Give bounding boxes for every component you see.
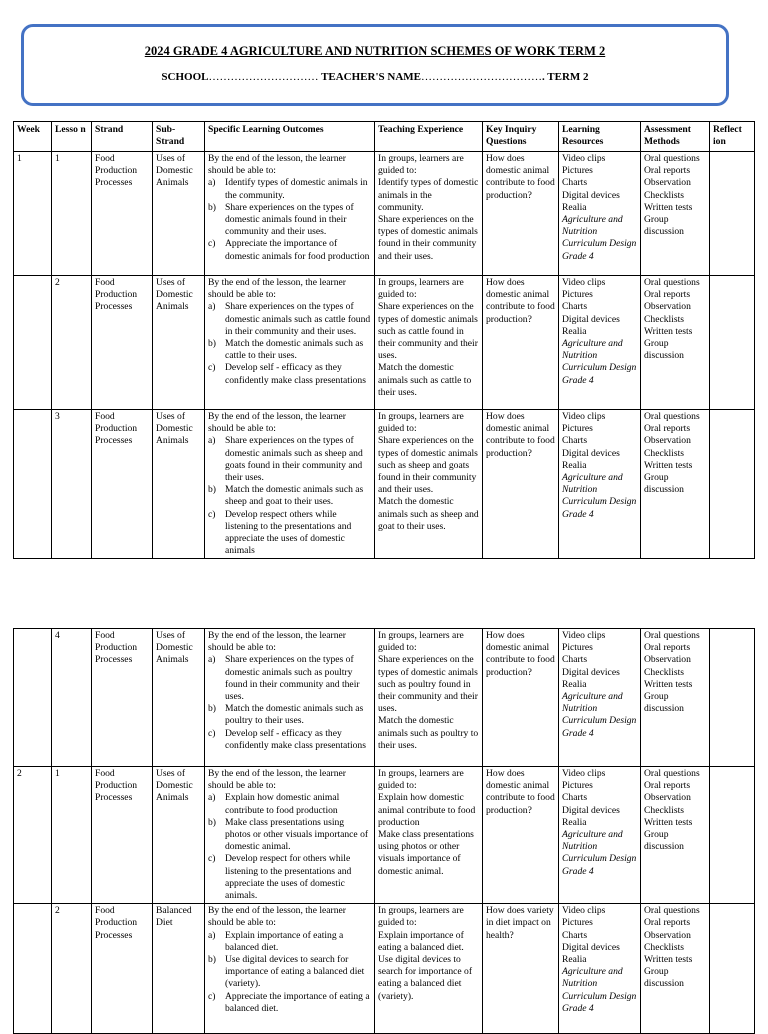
table-header-row — [14, 122, 755, 152]
resource-item: Pictures — [562, 917, 593, 929]
resource-item: Pictures — [562, 642, 593, 654]
assessment-item: Oral reports — [644, 165, 691, 177]
outcome-text: Explain importance of eating a balanced diet. — [225, 929, 344, 953]
scheme-table-page-1 — [13, 121, 755, 559]
experience-cell — [375, 629, 483, 767]
resource-item: Charts — [562, 929, 588, 941]
lesson-cell: 1 — [52, 152, 92, 276]
resource-item: Charts — [562, 177, 588, 189]
outcomes-list — [208, 301, 371, 386]
assessment-item: Oral reports — [644, 423, 691, 435]
experience-line: Share experiences on the types of domestic animals such as sheep and goats found in their community and their uses. — [378, 435, 478, 496]
experience-cell — [375, 410, 483, 559]
lesson-cell: 3 — [52, 410, 92, 559]
outcomes-list — [208, 654, 371, 752]
outcomes-intro: By the end of the lesson, the learner should be able to: — [208, 630, 346, 654]
inquiry-question-cell: How does variety in diet impact on health? — [483, 904, 559, 1034]
col-reflection: Reflect ion — [710, 122, 755, 152]
resource-item: Digital devices — [562, 313, 620, 325]
lesson-cell: 4 — [52, 629, 92, 767]
assessment-item: Oral questions — [644, 905, 700, 917]
resource-item: Video clips — [562, 277, 606, 288]
outcome-text: Identify types of domestic animals in the community. — [225, 177, 368, 201]
resource-item: Realia — [562, 816, 587, 828]
experience-line: In groups, learners are guided to: — [378, 905, 464, 929]
sub-strand-cell: Uses of Domestic Animals — [153, 767, 205, 904]
assessment-item: Oral questions — [644, 153, 700, 164]
outcome-text: Use digital devices to search for importance of eating a balanced diet (variety). — [225, 954, 365, 990]
outcome-text: Match the domestic animals such as sheep and goat to their uses. — [225, 484, 364, 508]
resource-item: Realia — [562, 325, 587, 337]
week-cell — [14, 410, 52, 559]
assessment-item: Checklists — [644, 941, 684, 953]
week-cell: 2 — [14, 767, 52, 904]
outcome-item — [208, 991, 371, 1015]
outcome-item — [208, 853, 371, 902]
sub-strand-cell: Uses of Domestic Animals — [153, 152, 205, 276]
assessment-item: Oral questions — [644, 768, 700, 779]
experience-cell — [375, 276, 483, 410]
assessment-cell — [641, 904, 710, 1034]
col-questions: Key Inquiry Questions — [483, 122, 559, 152]
assessment-cell — [641, 629, 710, 767]
lesson-cell: 2 — [52, 904, 92, 1034]
resource-item: Pictures — [562, 423, 593, 435]
inquiry-question-cell: How does domestic animal contribute to food production? — [483, 410, 559, 559]
outcome-item — [208, 484, 371, 508]
outcome-marker: b) — [208, 201, 216, 213]
curriculum-design-reference: Agriculture and Nutrition Curriculum Design Grade 4 — [562, 214, 637, 262]
assessment-item: Written tests — [644, 816, 693, 828]
strand-cell: Food Production Processes — [92, 410, 153, 559]
experience-line: Explain importance of eating a balanced diet. — [378, 929, 464, 953]
assessment-item: Observation — [644, 792, 691, 804]
outcome-marker: a) — [208, 301, 216, 313]
week-cell — [14, 276, 52, 410]
outcome-item — [208, 238, 371, 262]
resource-item: Pictures — [562, 165, 593, 177]
assessment-item: Checklists — [644, 313, 684, 325]
outcomes-list — [208, 435, 371, 557]
outcome-marker: a) — [208, 929, 216, 941]
outcomes-list — [208, 792, 371, 902]
outcome-item — [208, 509, 371, 558]
outcome-text: Match the domestic animals such as cattle to their uses. — [225, 338, 364, 362]
outcome-marker: b) — [208, 338, 216, 350]
col-outcomes: Specific Learning Outcomes — [205, 122, 375, 152]
resource-item: Digital devices — [562, 447, 620, 459]
term-label: . TERM 2 — [542, 71, 589, 83]
resources-cell — [559, 629, 641, 767]
assessment-item: Written tests — [644, 325, 693, 337]
resource-item: Charts — [562, 435, 588, 447]
curriculum-design-reference: Agriculture and Nutrition Curriculum Design Grade 4 — [562, 338, 637, 386]
assessment-item: Oral reports — [644, 289, 691, 301]
reflection-cell — [710, 629, 755, 767]
outcomes-cell — [205, 410, 375, 559]
experience-line: In groups, learners are guided to: — [378, 768, 464, 792]
col-sub-strand: Sub- Strand — [153, 122, 205, 152]
outcome-item — [208, 202, 371, 239]
assessment-item: Written tests — [644, 201, 693, 213]
reflection-cell — [710, 276, 755, 410]
outcome-item — [208, 301, 371, 338]
outcomes-cell — [205, 629, 375, 767]
inquiry-question-cell: How does domestic animal contribute to food production? — [483, 629, 559, 767]
experience-line: In groups, learners are guided to: — [378, 630, 464, 654]
col-assessment: Assessment Methods — [641, 122, 710, 152]
outcomes-cell — [205, 904, 375, 1034]
assessment-item: Oral questions — [644, 411, 700, 422]
reflection-cell — [710, 904, 755, 1034]
assessment-cell — [641, 410, 710, 559]
resources-cell — [559, 410, 641, 559]
outcomes-list — [208, 930, 371, 1015]
experience-line: Explain how domestic animal contribute to food production — [378, 792, 476, 828]
experience-line: In groups, learners are guided to: — [378, 277, 464, 301]
assessment-item: Observation — [644, 435, 691, 447]
assessment-item: Checklists — [644, 666, 684, 678]
reflection-cell — [710, 152, 755, 276]
resource-item: Digital devices — [562, 941, 620, 953]
assessment-item: Group discussion — [644, 829, 684, 853]
experience-line: Identify types of domestic animals in the community. — [378, 177, 479, 213]
outcome-marker: c) — [208, 727, 216, 739]
outcome-item — [208, 954, 371, 991]
assessment-cell — [641, 276, 710, 410]
sub-strand-cell: Uses of Domestic Animals — [153, 629, 205, 767]
assessment-item: Group discussion — [644, 966, 684, 990]
resource-item: Video clips — [562, 768, 606, 779]
sub-strand-cell: Balanced Diet — [153, 904, 205, 1034]
outcome-item — [208, 930, 371, 954]
curriculum-design-reference: Agriculture and Nutrition Curriculum Design Grade 4 — [562, 691, 637, 739]
assessment-item: Oral reports — [644, 780, 691, 792]
resource-item: Realia — [562, 678, 587, 690]
outcome-text: Explain how domestic animal contribute to food production — [225, 792, 340, 816]
assessment-item: Group discussion — [644, 472, 684, 496]
strand-cell: Food Production Processes — [92, 152, 153, 276]
resources-cell — [559, 767, 641, 904]
school-teacher-line — [24, 71, 726, 83]
inquiry-question-cell: How does domestic animal contribute to food production? — [483, 767, 559, 904]
assessment-item: Checklists — [644, 189, 684, 201]
table-row — [14, 767, 755, 904]
assessment-item: Observation — [644, 654, 691, 666]
outcome-marker: c) — [208, 508, 216, 520]
assessment-item: Oral questions — [644, 630, 700, 641]
resource-item: Realia — [562, 459, 587, 471]
outcome-text: Appreciate the importance of domestic animals for food production — [225, 238, 370, 262]
header-box — [21, 24, 729, 106]
experience-line: Make class presentations using photos or other visuals importance of domestic animal. — [378, 829, 474, 877]
outcomes-intro: By the end of the lesson, the learner should be able to: — [208, 905, 346, 929]
curriculum-design-reference: Agriculture and Nutrition Curriculum Design Grade 4 — [562, 472, 637, 520]
experience-cell — [375, 152, 483, 276]
lesson-cell: 2 — [52, 276, 92, 410]
outcome-text: Share experiences on the types of domestic animals such as poultry found in their community and their uses. — [225, 654, 360, 703]
assessment-cell — [641, 767, 710, 904]
outcome-marker: a) — [208, 177, 216, 189]
table-row — [14, 276, 755, 410]
experience-line: Use digital devices to search for importance of eating a balanced diet (variety). — [378, 954, 473, 1002]
resource-item: Charts — [562, 792, 588, 804]
assessment-item: Observation — [644, 929, 691, 941]
assessment-item: Group discussion — [644, 214, 684, 238]
table-row — [14, 152, 755, 276]
resource-item: Video clips — [562, 630, 606, 641]
outcome-text: Develop respect others while listening to the presentations and appreciate the uses of domestic animals — [225, 508, 352, 557]
experience-line: In groups, learners are guided to: — [378, 411, 464, 435]
sub-strand-cell: Uses of Domestic Animals — [153, 276, 205, 410]
outcome-item — [208, 362, 371, 386]
col-lesson: Lesso n — [52, 122, 92, 152]
assessment-cell — [641, 152, 710, 276]
resource-item: Video clips — [562, 153, 606, 164]
assessment-item: Oral reports — [644, 642, 691, 654]
resources-cell — [559, 904, 641, 1034]
outcome-text: Share experiences on the types of domestic animals such as cattle found in their community and their uses. — [225, 301, 371, 337]
resource-item: Pictures — [562, 780, 593, 792]
outcome-text: Develop respect for others while listening to the presentations and appreciate the uses of domestic animals. — [225, 853, 352, 902]
outcome-item — [208, 703, 371, 727]
outcomes-cell — [205, 767, 375, 904]
outcomes-cell — [205, 152, 375, 276]
outcome-marker: b) — [208, 484, 216, 496]
week-cell: 1 — [14, 152, 52, 276]
outcomes-list — [208, 177, 371, 262]
experience-line: Match the domestic animals such as sheep and goat to their uses. — [378, 496, 479, 532]
strand-cell: Food Production Processes — [92, 767, 153, 904]
teacher-label: TEACHER'S NAME — [321, 71, 421, 83]
week-cell — [14, 904, 52, 1034]
outcome-item — [208, 654, 371, 703]
inquiry-question-cell: How does domestic animal contribute to food production? — [483, 152, 559, 276]
outcome-text: Develop self - efficacy as they confidently make class presentations — [225, 362, 366, 386]
resource-item: Charts — [562, 654, 588, 666]
outcome-marker: c) — [208, 362, 216, 374]
resource-item: Pictures — [562, 289, 593, 301]
outcomes-intro: By the end of the lesson, the learner should be able to: — [208, 153, 346, 177]
assessment-item: Observation — [644, 301, 691, 313]
resource-item: Digital devices — [562, 804, 620, 816]
resource-item: Digital devices — [562, 666, 620, 678]
col-experience: Teaching Experience — [375, 122, 483, 152]
assessment-item: Written tests — [644, 459, 693, 471]
outcome-marker: c) — [208, 853, 216, 865]
curriculum-design-reference: Agriculture and Nutrition Curriculum Design Grade 4 — [562, 966, 637, 1014]
outcome-marker: c) — [208, 990, 216, 1002]
outcome-item — [208, 177, 371, 201]
experience-cell — [375, 904, 483, 1034]
resource-item: Charts — [562, 301, 588, 313]
resource-item: Video clips — [562, 411, 606, 422]
outcome-marker: a) — [208, 435, 216, 447]
experience-line: Share experiences on the types of domestic animals such as poultry found in their community and their uses. — [378, 654, 478, 715]
outcome-marker: b) — [208, 816, 216, 828]
col-strand: Strand — [92, 122, 153, 152]
outcomes-intro: By the end of the lesson, the learner should be able to: — [208, 768, 346, 792]
resource-item: Video clips — [562, 905, 606, 917]
experience-line: Match the domestic animals such as cattle to their uses. — [378, 362, 472, 398]
experience-line: Share experiences on the types of domestic animals found in their community and their uses. — [378, 214, 478, 262]
experience-line: Share experiences on the types of domestic animals such as cattle found in their community and their uses. — [378, 301, 478, 362]
school-label: SCHOOL — [161, 71, 209, 83]
strand-cell: Food Production Processes — [92, 276, 153, 410]
outcome-marker: b) — [208, 703, 216, 715]
week-cell — [14, 629, 52, 767]
outcome-text: Make class presentations using photos or other visuals importance of domestic animal. — [225, 816, 369, 853]
outcome-text: Share experiences on the types of domestic animals found in their community and their uses. — [225, 201, 354, 238]
strand-cell: Food Production Processes — [92, 629, 153, 767]
resources-cell — [559, 152, 641, 276]
outcome-marker: a) — [208, 792, 216, 804]
teacher-blank: …………………………… — [421, 71, 542, 83]
assessment-item: Written tests — [644, 954, 693, 966]
col-resources: Learning Resources — [559, 122, 641, 152]
outcome-text: Share experiences on the types of domestic animals such as sheep and goats found in their community and their uses. — [225, 435, 363, 484]
assessment-item: Oral questions — [644, 277, 700, 288]
experience-line: In groups, learners are guided to: — [378, 153, 464, 177]
table-row — [14, 904, 755, 1034]
outcomes-cell — [205, 276, 375, 410]
resources-cell — [559, 276, 641, 410]
outcome-item — [208, 338, 371, 362]
resource-item: Realia — [562, 954, 587, 966]
school-blank: ………………………… — [208, 71, 319, 83]
table-row — [14, 410, 755, 559]
reflection-cell — [710, 767, 755, 904]
outcome-text: Match the domestic animals such as poultry to their uses. — [225, 703, 364, 727]
resource-item: Realia — [562, 201, 587, 213]
assessment-item: Group discussion — [644, 338, 684, 362]
outcome-marker: c) — [208, 238, 216, 250]
scheme-table-page-2 — [13, 628, 755, 1034]
col-week: Week — [14, 122, 52, 152]
assessment-item: Group discussion — [644, 691, 684, 715]
resource-item: Digital devices — [562, 189, 620, 201]
outcome-marker: a) — [208, 654, 216, 666]
inquiry-question-cell: How does domestic animal contribute to food production? — [483, 276, 559, 410]
document-title: 2024 GRADE 4 AGRICULTURE AND NUTRITION SCHEMES OF WORK TERM 2 — [144, 44, 606, 58]
experience-line: Match the domestic animals such as poultry to their uses. — [378, 715, 479, 751]
assessment-item: Checklists — [644, 804, 684, 816]
strand-cell: Food Production Processes — [92, 904, 153, 1034]
outcomes-intro: By the end of the lesson, the learner should be able to: — [208, 411, 346, 435]
assessment-item: Written tests — [644, 678, 693, 690]
outcome-text: Appreciate the importance of eating a balanced diet. — [225, 990, 370, 1014]
outcome-item — [208, 728, 371, 752]
assessment-item: Oral reports — [644, 917, 691, 929]
outcomes-intro: By the end of the lesson, the learner should be able to: — [208, 277, 346, 301]
experience-cell — [375, 767, 483, 904]
lesson-cell: 1 — [52, 767, 92, 904]
outcome-item — [208, 792, 371, 816]
reflection-cell — [710, 410, 755, 559]
sub-strand-cell: Uses of Domestic Animals — [153, 410, 205, 559]
curriculum-design-reference: Agriculture and Nutrition Curriculum Design Grade 4 — [562, 829, 637, 877]
assessment-item: Observation — [644, 177, 691, 189]
outcome-text: Develop self - efficacy as they confidently make class presentations — [225, 727, 366, 751]
outcome-marker: b) — [208, 954, 216, 966]
outcome-item — [208, 435, 371, 484]
table-row — [14, 629, 755, 767]
outcome-item — [208, 817, 371, 854]
assessment-item: Checklists — [644, 447, 684, 459]
